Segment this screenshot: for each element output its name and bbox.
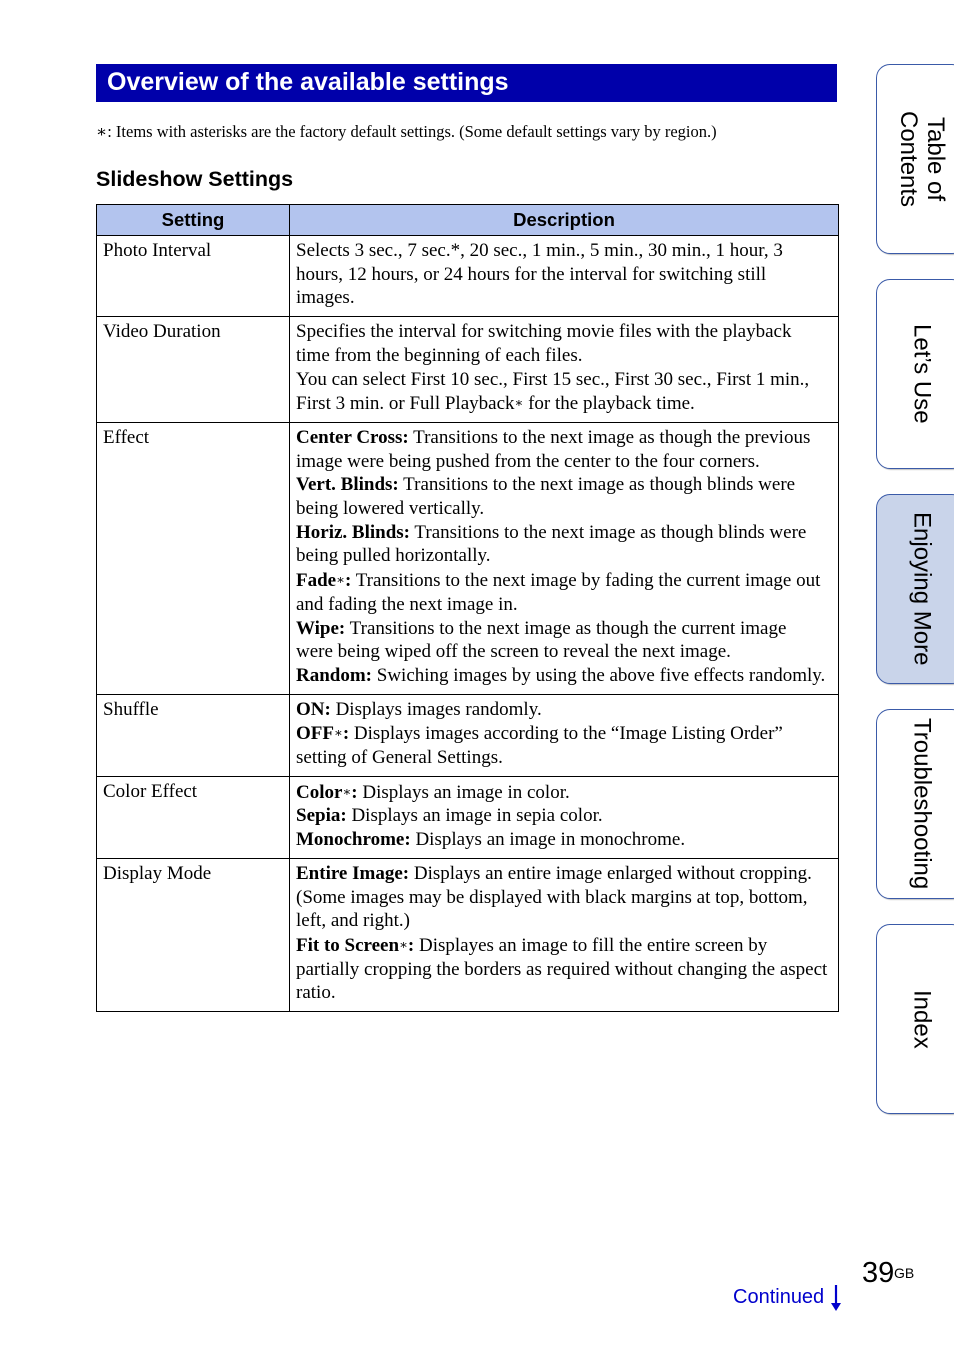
option-term: Random: <box>296 664 373 686</box>
tab-label: Table of Contents <box>895 110 949 208</box>
option-text: Swiching images by using the above five effects randomly. <box>372 664 826 686</box>
tab-label: Troubleshooting <box>908 718 936 890</box>
tab-label: Let’s Use <box>908 324 936 424</box>
column-header-description: Description <box>290 205 839 236</box>
description-entry <box>296 368 828 416</box>
table-header-row <box>97 205 839 236</box>
description-entry <box>296 933 828 1005</box>
default-asterisk: ∗ <box>334 725 343 741</box>
option-term: Center Cross: <box>296 426 409 448</box>
description-entry <box>296 521 828 568</box>
option-text: Displays images randomly. <box>330 698 542 720</box>
description-entry <box>296 828 828 852</box>
table-row <box>97 858 839 1011</box>
option-text: Transitions to the next image by fading the current image out and fading the next image in. <box>296 570 821 615</box>
tab-label: Enjoying More <box>908 512 936 666</box>
description-entry <box>296 664 828 688</box>
option-text: Transitions to the next image as though blinds were being lowered vertically. <box>296 474 796 520</box>
option-term: OFF <box>296 723 334 745</box>
option-text: Displays an image in color. <box>357 781 570 803</box>
arrow-down-icon[interactable] <box>829 1283 843 1313</box>
option-term: Horiz. Blinds: <box>296 521 411 543</box>
option-text: Displays an entire image enlarged without cropping. (Some images may be displayed with black margins at top, bottom, left, and right.) <box>296 862 812 932</box>
setting-description <box>290 236 839 317</box>
option-text: You can select First 10 sec., First 15 sec., First 30 sec., First 1 min., First 3 min. or Full Playback <box>296 368 810 415</box>
setting-description <box>290 858 839 1011</box>
default-asterisk: ∗ <box>342 783 352 799</box>
table-row <box>97 422 839 694</box>
option-term: ON: <box>296 698 331 720</box>
option-text: Selects 3 sec., 7 sec.*, 20 sec., 1 min., 5 min., 30 min., 1 hour, 3 hours, 12 hours, or 24 hours for the interval for switching still images. <box>296 240 783 309</box>
page-number: 39 <box>862 1257 895 1289</box>
option-term: Sepia: <box>296 805 347 827</box>
table-row <box>97 317 839 423</box>
option-text: Specifies the interval for switching movie files with the playback time from the beginning of each files. <box>296 321 792 366</box>
continued-link[interactable]: Continued <box>733 1286 825 1308</box>
option-term: Vert. Blinds: <box>296 474 399 496</box>
slideshow-settings-table <box>96 204 839 1012</box>
setting-name: Video Duration <box>97 317 290 423</box>
table-row <box>97 776 839 858</box>
description-entry <box>296 862 828 933</box>
page-region-suffix: GB <box>894 1265 915 1281</box>
setting-name: Effect <box>97 422 290 694</box>
option-text: Displays images according to the “Image Listing Order” setting of General Settings. <box>296 723 783 769</box>
setting-description <box>290 422 839 694</box>
setting-description <box>290 317 839 423</box>
default-asterisk: ∗ <box>514 395 524 411</box>
title-banner <box>96 64 837 102</box>
tab-index[interactable] <box>876 924 954 1114</box>
description-entry <box>296 721 828 769</box>
setting-description <box>290 776 839 858</box>
description-entry <box>296 780 828 805</box>
setting-description <box>290 694 839 776</box>
option-text-tail: for the playback time. <box>523 393 695 415</box>
option-term: Entire Image: <box>296 862 410 884</box>
option-term: Fade <box>296 570 337 592</box>
option-term-colon: : <box>407 934 415 956</box>
note-text: : Items with asterisks are the factory default settings. (Some default settings vary by region.) <box>107 122 717 141</box>
description-entry <box>296 698 828 722</box>
option-text: Displays an image in sepia color. <box>346 805 603 827</box>
option-term: Monochrome: <box>296 829 411 851</box>
setting-name: Shuffle <box>97 694 290 776</box>
description-entry <box>296 320 828 367</box>
table-row <box>97 236 839 317</box>
description-entry <box>296 617 828 664</box>
table-row <box>97 694 839 776</box>
option-text: Displays an image in monochrome. <box>410 829 686 851</box>
option-term: Wipe: <box>296 617 346 639</box>
description-entry <box>296 239 828 310</box>
description-entry <box>296 804 828 828</box>
option-term-colon: : <box>342 723 350 745</box>
setting-name: Color Effect <box>97 776 290 858</box>
default-asterisk: ∗ <box>336 572 345 588</box>
tab-enjoying-more[interactable] <box>876 494 954 684</box>
default-asterisk: ∗ <box>399 936 408 952</box>
tab-lets-use[interactable] <box>876 279 954 469</box>
asterisk-symbol: ∗ <box>96 122 108 141</box>
option-term-colon: : <box>344 570 352 592</box>
option-term: Fit to Screen <box>296 934 400 956</box>
setting-name: Display Mode <box>97 858 290 1011</box>
tab-table-of-contents[interactable] <box>876 64 954 254</box>
page-title: Overview of the available settings <box>107 68 509 96</box>
tab-troubleshooting[interactable] <box>876 709 954 899</box>
description-entry <box>296 473 828 520</box>
option-text: Displayes an image to fill the entire screen by partially cropping the borders as required without changing the aspect ratio. <box>296 934 828 1004</box>
description-entry <box>296 568 828 616</box>
description-entry <box>296 426 828 473</box>
default-settings-note <box>96 121 836 143</box>
section-title: Slideshow Settings <box>96 167 294 191</box>
setting-name: Photo Interval <box>97 236 290 317</box>
tab-label: Index <box>908 989 936 1049</box>
option-text: Transitions to the next image as though blinds were being pulled horizontally. <box>296 521 807 567</box>
option-term-colon: : <box>351 781 358 803</box>
option-term: Color <box>296 781 343 803</box>
option-text: Transitions to the next image as though the current image were being wiped off the screen to reveal the next image. <box>296 617 787 663</box>
option-text: Transitions to the next image as though the previous image were being pushed from the center to the four corners. <box>296 426 811 472</box>
column-header-setting: Setting <box>97 205 290 236</box>
